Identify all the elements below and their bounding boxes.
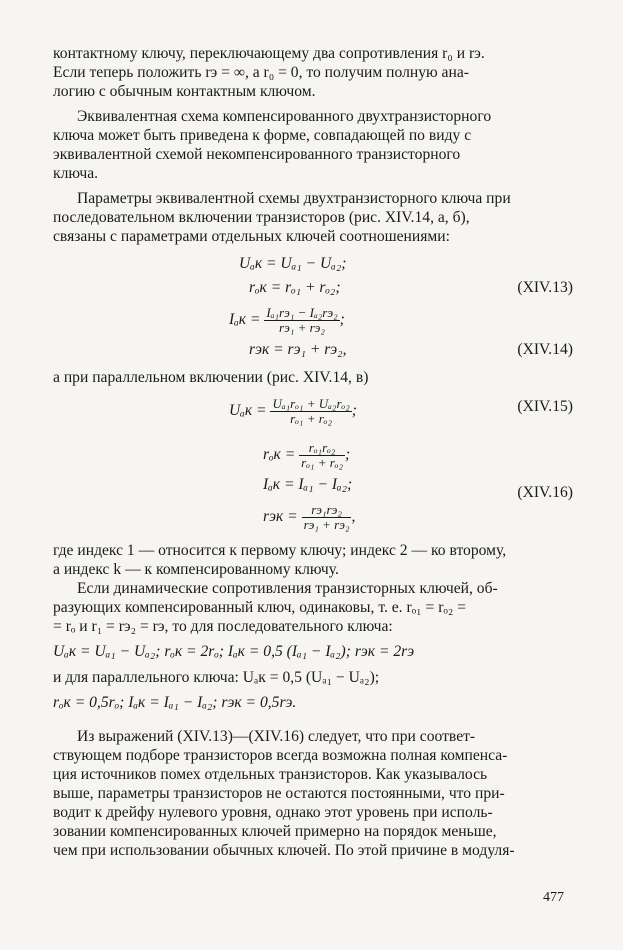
formula-row-series <box>53 642 573 666</box>
formula: rₒк = rₒ₁ + rₒ₂; <box>249 279 341 296</box>
formula: Uₐк = Uₐ₁ − Uₐ₂; <box>239 255 347 272</box>
equation-1 <box>53 252 573 276</box>
formula: rₒк = $\frac{\text{rₒ₁rₒ₂}}{\text{rₒ₁ + rₒ₂}}$ ; <box>263 440 351 470</box>
equation-number: (XIV.13) <box>517 279 573 296</box>
formula: rэк = $\frac{\text{rэ₁rэ₂}}{\text{rэ₁ + rэ₂}}$ , <box>263 502 356 532</box>
equation-number: (XIV.16) <box>517 484 573 501</box>
page-number: 477 <box>543 890 564 905</box>
text-line: Эквивалентная схема компенсированного двухтранзисторного <box>77 108 492 125</box>
formula: rэк = 0,5rэ. <box>221 694 297 711</box>
formula: Iₐк = Iₐ₁ − Iₐ₂; <box>263 476 353 493</box>
denominator: rэ₁ + rэ₂ <box>303 517 350 532</box>
numerator: Iₐ₁rэ₁ − Iₐ₂rэ₂ <box>266 305 338 320</box>
text-line: контактному ключу, переключающему два сопротивления r₀ и rэ. <box>53 45 485 62</box>
formula: rₒк = 2rₒ; <box>164 643 224 660</box>
paragraph-2 <box>53 107 573 183</box>
text-line: логию с обычным контактным ключом. <box>53 83 316 100</box>
equation-4 <box>53 338 573 362</box>
text-line: зовании компенсированных ключей примерно на порядок меньше, <box>53 823 497 840</box>
text-line: ция источников помех отдельных транзисторов. Как указывалось <box>53 766 488 783</box>
formula: rэк = rэ₁ + rэ₂, <box>249 341 347 358</box>
numerator: rэ₁rэ₂ <box>302 503 352 518</box>
formula: Uₐк = Uₐ₁ − Uₐ₂; <box>53 643 161 660</box>
paragraph-6 <box>53 579 573 636</box>
formula: Iₐк = 0,5 (Iₐ₁ − Iₐ₂); <box>227 643 351 660</box>
text-line: эквивалентной схемой некомпенсированного транзисторного <box>53 146 461 163</box>
text-line: Параметры эквивалентной схемы двухтранзисторного ключа при <box>77 190 511 207</box>
text-line: ключа. <box>53 165 99 182</box>
fraction <box>270 397 351 426</box>
equation-5 <box>53 391 573 429</box>
denominator: rₒ₁ + rₒ₂ <box>301 455 344 470</box>
denominator: rэ₁ + rэ₂ <box>279 320 325 335</box>
equation-3 <box>53 300 573 338</box>
fraction <box>299 441 345 470</box>
formula-lhs: rₒк = <box>263 446 296 464</box>
paragraph-1 <box>53 44 573 101</box>
formula-lhs: rэк = <box>263 508 298 526</box>
fraction <box>302 503 352 532</box>
formula-lhs: Uₐк = <box>229 402 267 420</box>
equation-2 <box>53 276 573 300</box>
text-line: ствующем подборе транзисторов всегда возможна полная компенса- <box>53 747 508 764</box>
text-line: и для параллельного ключа: Uₐк = 0,5 (Uₐ₁ − Uₐ₂); <box>53 669 380 686</box>
text-line: выше, параметры транзисторов не остаются постоянными, что при- <box>53 785 505 802</box>
text-line: чем при использовании обычных ключей. По этой причине в модуля- <box>53 842 515 859</box>
text-line: = rₒ и r₁ = rэ₂ = rэ, то для последовательного ключа: <box>53 618 393 635</box>
formula-lhs: Iₐк = <box>229 311 261 329</box>
fraction <box>264 306 339 335</box>
paragraph-8 <box>53 727 573 860</box>
paragraph-7 <box>53 668 573 687</box>
paragraph-5 <box>53 541 573 579</box>
text-line: водит к дрейфу нулевого уровня, однако этот уровень при исполь- <box>53 804 493 821</box>
text-line: где индекс 1 — относится к первому ключу; индекс 2 — ко второму, <box>53 542 507 559</box>
paragraph-3 <box>53 189 573 246</box>
formula: Iₐк = Iₐ₁ − Iₐ₂; <box>128 694 218 711</box>
text-line: Из выражений (XIV.13)—(XIV.16) следует, что при соответ- <box>77 728 476 745</box>
numerator: rₒ₁rₒ₂ <box>299 441 345 456</box>
paragraph-4 <box>53 368 573 387</box>
text-line: ключа может быть приведена к форме, совпадающей по виду с <box>53 127 472 144</box>
text-line: Если динамические сопротивления транзисторных ключей, об- <box>77 580 498 597</box>
equation-number: (XIV.14) <box>517 341 573 358</box>
text-line: последовательном включении транзисторов (рис. XIV.14, а, б), <box>53 209 470 226</box>
equation-7 <box>53 473 573 497</box>
page-body <box>53 44 573 860</box>
denominator: rₒ₁ + rₒ₂ <box>290 411 333 426</box>
formula: Uₐк = $\frac{\text{Uₐ₁rₒ₁ + Uₐ₂rₒ₂}}{\text{rₒ₁ + rₒ₂}}$ ; <box>229 396 357 426</box>
text-line: а при параллельном включении (рис. XIV.14, в) <box>53 369 369 386</box>
numerator: Uₐ₁rₒ₁ + Uₐ₂rₒ₂ <box>272 396 350 411</box>
equation-number: (XIV.15) <box>517 398 573 415</box>
formula: rэк = 2rэ <box>354 643 415 660</box>
formula: rₒк = 0,5rₒ; <box>53 694 125 711</box>
formula-row-parallel <box>53 693 573 717</box>
formula: Iₐк = $\frac{\text{Iₐ₁rэ₁ − Iₐ₂rэ₂}}{\text{rэ₁ + rэ₂}}$ ; <box>229 305 345 335</box>
text-line: связаны с параметрами отдельных ключей соотношениями: <box>53 228 450 245</box>
equation-6 <box>53 435 573 473</box>
text-line: разующих компенсированный ключ, одинаковы, т. е. rₒ₁ = rₒ₂ = <box>53 599 467 616</box>
text-line: Если теперь положить rэ = ∞, а r₀ = 0, то получим полную ана- <box>53 64 469 81</box>
text-line: а индекс k — к компенсированному ключу. <box>53 561 339 578</box>
